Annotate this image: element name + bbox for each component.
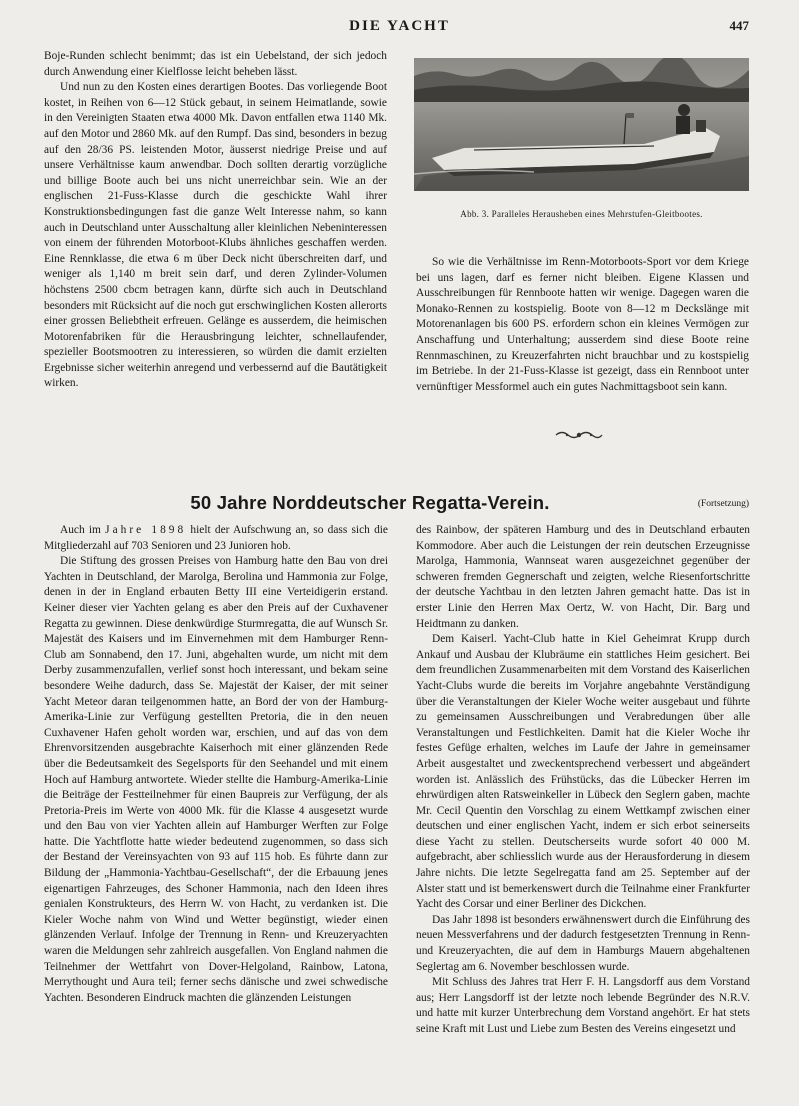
text-run: hielt der Aufschwung an, so dass sich die Mitgliederzahl auf 703 Senioren und 23 Junioren hob. [44,524,388,552]
continued-note: (Fortsetzung) [697,499,749,509]
page-number: 447 [729,18,749,33]
paragraph: Das Jahr 1898 ist besonders erwähnenswert durch die Einführung des neuen Messverfahrens und der dadurch festgesetzten Trennung in Renn- und Kreuzeryachten, die auf dem in Hamburgs Mauern abgehaltenen Seglertag am 6. November beschlossen wurde. [416,913,750,973]
paragraph: Die Stiftung des grossen Preises von Hamburg hatte den Bau von drei Yachten in Deutschland, der Marolga, Berolina und Hammonia zur Folge, denen in der in England erbauten Betty III eine Verteidigerin erstand. Keiner dieser vier Yachten gelang es aber den Preis auf der Cuxhavener Regatta zu gewinnen. Diese denkwürdige Sturmregatta, die auf Wunsch Sr. Majestät des Kaisers und im Einvernehmen mit dem Hamburger Renn-Club am Sonnabend, den 17. Juni, abgehalten wurde, um nicht mit dem Derby zusammenzufallen, verlief sonst hoch interessant, und bekam seine besondere Weihe dadurch, dass Se. Majestät der Kaiser, der mit seiner Yacht Meteor daran teilgenommen hatte, an Bord der von der Hamburg-Amerika-Linie zur Verfügung gestellten Pretoria, die in den neuen Cuxhavener Hafen geholt worden war, erschien, und auf das von dem Ehrenvorsitzenden ausgebrachte Kaiserhoch mit einer glänzenden Rede über die Bedeutsamkeit des Segelsports für den Seehandel und mit einem Hoch auf Hamburg antwortete. Wieder stellte die Hamburg-Amerika-Linie die Beiträge der Festteilnehmer für einen Baupreis zur Verfügung, der als Pretoria-Preis im Werte von 4000 Mk. für die Klasse 4 ausgesetzt wurde und den Bau von vier Yachten allein auf Hamburger Werften zur Folge hatte. Die Yachtflotte hatte wieder bedeutend zugenommen, so dass sich der Bestand der Vereinsyachten von 93 auf 115 hob. Es führte dann zur Bildung der „Hammonia-Yachtbau-Gesellschaft“, der die Erbauung jenes eigenartigen Fahrzeuges, des Schoner Hammonia, nach den Ideen ihres genialen Konstrukteurs, des Herrn W. von Hacht, zu verdanken ist. Die Kieler Woche nahm von Wind und Wetter begünstigt, wieder einen glänzenden Verlauf. Infolge der Trennung in Renn- und Kreuzeryachten waren die Meldungen sehr zahlreich ausgefallen. Von England nahmen die Teilnehmer der Wettfahrt von Dover-Helgoland, Rainbow, Latona, Merrythought und Aura teil; ferner sechs dänische und zwei schwedische Yachten. Besonderen Eindruck machten die glänzenden Leistungen [44,555,388,1004]
boat-photograph [414,58,749,191]
paragraph: Und nun zu den Kosten eines derartigen Bootes. Das vorliegende Boot kostet, in Reihen von 6—12 Stück gebaut, in seinem Heimatlande, sowie in den Vereinigten Staaten etwa 4000 Mk. Davon entfallen etwa 1140 Mk. auf den Motor und 2860 Mk. auf den Rumpf. Das sind, besonders in bezug auf den 28/36 PS. leistenden Motor, äusserst niedrige Preise und auf unsere Verhältnisse kaum anwendbar. Doch sollten derartig vorzügliche und billige Boote auch bei uns nicht unerreichbar sein. Wie an der englischen 21-Fuss-Klasse durch die geschickte Wahl ihrer Konstruktionsbedingungen fast die ganze Welt Interesse nahm, so kann auch in Deutschland unter Ausschaltung aller kleinlichen Nebeninteressen von einem der führenden Motorboot-Klubs ähnliches geschaffen werden. Eine Rennklasse, die etwa 6 m über Deck nicht überschreiten darf, und weniger als 1,140 m breit sein darf, und deren Zylinder-Volumen höchstens 2500 cbcm betragen kann, dürfte sich auch in Deutschland besonders mit Rücksicht auf die noch gut erschwinglichen Kosten allerorts einer grossen Beliebtheit erfreuen. Gelänge es ausserdem, die heimischen Motorenfabriken für die Herausbringung leichter, schnellaufender, spezieller Bootsmootren zu interessieren, so würden die damit erzielten Ergebnisse sicher weiterhin anregend und verbessernd auf die Bautätigkeit wirken. [44,81,387,390]
paragraph: Boje-Runden schlecht benimmt; das ist ein Uebelstand, der sich jedoch durch Anwendung einer Kielflosse leicht beheben lässt. [44,50,387,78]
speedboat-image [414,58,749,191]
figure-caption: Abb. 3. Paralleles Herausheben eines Mehrstufen-Gleitbootes. [460,209,703,219]
paragraph: des Rainbow, der späteren Hamburg und des in Deutschland erbauten Kommodore. Aber auch die Leistungen der rein deutschen Erzeugnisse Marolga, Hammonia, Wannseat waren ausgezeichnet gegenüber der schweren fremden Gegnerschaft und zeigten, welche Riesenfortschritte der deutsche Yachtbau in den letzten Jahren gemacht hatte. Das ist in erster Linie den Herren Max Oertz, W. von Hacht, Dir. Barg und Heidtmann zu danken. [416,524,750,630]
article-continuation-column [44,49,387,447]
article-column-right [416,523,750,1083]
ornament-divider-icon [554,429,604,441]
article-headline: 50 Jahre Norddeutscher Regatta-Verein. [190,492,550,513]
article-column-left [44,523,388,1083]
paragraph: Dem Kaiserl. Yacht-Club hatte in Kiel Geheimrat Krupp durch Ankauf und Ausbau der Klubräume ein stattliches Heim gesichert. Bei dem freundlichen Zusammenarbeiten mit dem Vorstand des Kaiserlichen Yacht-Clubs wurde die bereits im Vorjahre angebahnte Verständigung über die Veranstaltungen der Kieler Woche weiter ausgebaut und führte zu gemeinsamen Ausschreibungen und Verabredungen über alle Veranstaltungen und Festlichkeiten. Damit hat die Kieler Woche ihr festes Gefüge erhalten, welches im Laufe der Jahre in gemeinsamer Arbeit ausgestaltet und zweckentsprechend verbessert und abgeändert worden ist. Anlässlich des Frühstücks, das die Lübecker Herren im ehrwürdigen alten Ratsweinkeller in Lübeck den Seglern gaben, machte Mr. Cecil Quentin den Vorschlag zu einem Wettkampf zwischen einer deutschen und einer englischen Yacht, indem er sich erbot seinerseits diese Yacht zu stellen. Deutscherseits wurde sofort 40 000 M. aufgebracht, aber schliesslich wurde aus der Herausforderung in diesem Jahre nichts. Die letzte Segelregatta fand am 25. September auf der Alster statt und ist bemerkenswert durch die Teilnahme einer Frankfurter Yacht des Corsar und einer Berliner des Dickchen. [416,633,750,911]
paragraph: So wie die Verhältnisse im Renn-Motorboots-Sport vor dem Kriege bei uns lagen, darf es ferner nicht bleiben. Eigene Klassen und Ausschreibungen für Rennboote hatten wir wenige. Dagegen waren die Monako-Rennen zu kostspielig. Boote von 8—12 m Deckslänge mit Motorenanlagen bis 600 PS. erfordern schon ein kleines Vermögen zur Anschaffung und Unterhaltung; ausserdem sind diese Boote reine Rennmaschinen, zu Kreuzerfahrten nicht brauchbar und zu kostspielig im Betriebe. In der 21-Fuss-Klasse ist gezeigt, dass ein Rennboot unter vernünftiger Messformel auch ein gutes Nachmittagsboot sein kann. [416,256,749,393]
running-header [0,18,799,40]
text-run: Auch im [60,524,106,536]
magazine-title: DIE YACHT [349,18,450,34]
article-continuation-column-right [416,255,749,410]
paragraph: Mit Schluss des Jahres trat Herr F. H. Langsdorff aus dem Vorstand aus; Herr Langsdorff ist der letzte noch lebende Begründer des N.R.V. und hatte mit kurzer Unterbrechung dem Vorstand angehört. Er hat stets seine Kraft mit Lust und Liebe zum Besten des Vereins eingesetzt und [416,976,750,1035]
paragraph [44,523,388,554]
spaced-year: Jahre 1898 [105,524,187,536]
